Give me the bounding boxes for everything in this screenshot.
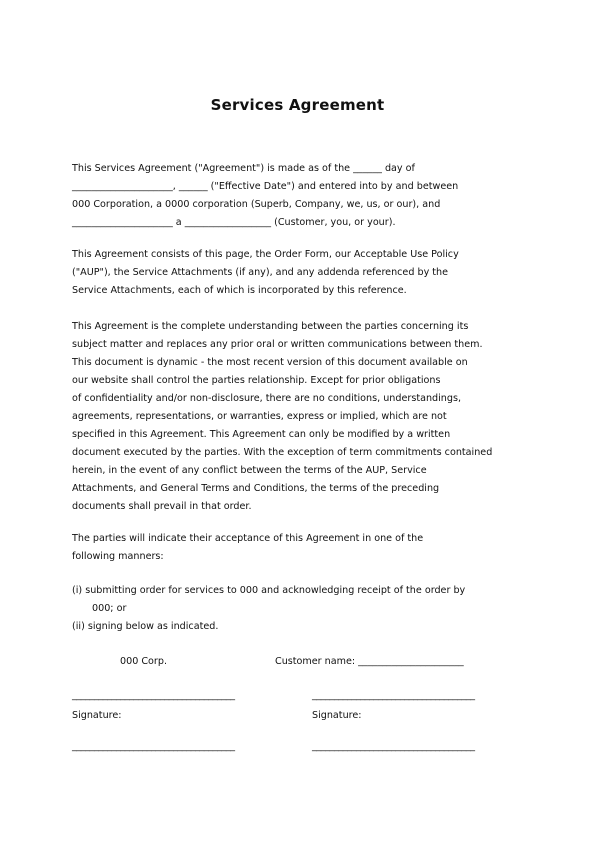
paragraph-line: This Services Agreement ("Agreement") is made as of the ______ day of	[72, 163, 415, 174]
intro-paragraph	[72, 160, 532, 232]
paragraph-line: _____________________, ______ ("Effective Date") and entered into by and between	[72, 181, 459, 192]
right-signature-label: Signature:	[312, 710, 362, 721]
paragraph-line: documents shall prevail in that order.	[72, 501, 252, 512]
left-signature-label: Signature:	[72, 710, 122, 721]
paragraph-line: herein, in the event of any conflict between the terms of the AUP, Service	[72, 465, 427, 476]
complete-understanding-paragraph	[72, 318, 532, 516]
paragraph-line: This Agreement consists of this page, the Order Form, our Acceptable Use Policy	[72, 249, 459, 260]
paragraph-line: following manners:	[72, 551, 164, 562]
paragraph-line: This Agreement is the complete understanding between the parties concerning its	[72, 321, 469, 332]
acceptance-paragraph	[72, 530, 532, 566]
paragraph-line: of confidentiality and/or non-disclosure, there are no conditions, understandings,	[72, 393, 462, 404]
paragraph-line: Service Attachments, each of which is incorporated by this reference.	[72, 285, 407, 296]
paragraph-line: subject matter and replaces any prior oral or written communications between them.	[72, 339, 483, 350]
acceptance-options-list	[72, 582, 532, 636]
document-title: Services Agreement	[210, 96, 385, 114]
paragraph-line: our website shall control the parties relationship. Except for prior obligations	[72, 375, 441, 386]
left-second-line: _____________________________________	[72, 741, 235, 752]
paragraph-line: agreements, representations, or warranties, express or implied, which are not	[72, 411, 447, 422]
consists-paragraph	[72, 246, 532, 300]
left-signature-line: _____________________________________	[72, 690, 235, 701]
list-item-i: (i) submitting order for services to 000 and acknowledging receipt of the order by	[72, 585, 466, 596]
right-signature-line: _____________________________________	[312, 690, 475, 701]
paragraph-line: _____________________ a __________________ (Customer, you, or your).	[72, 217, 396, 228]
paragraph-line: Attachments, and General Terms and Conditions, the terms of the preceding	[72, 483, 440, 494]
paragraph-line: specified in this Agreement. This Agreement can only be modified by a written	[72, 429, 451, 440]
paragraph-line: ("AUP"), the Service Attachments (if any), and any addenda referenced by the	[72, 267, 449, 278]
right-second-line: _____________________________________	[312, 741, 475, 752]
paragraph-line: 000 Corporation, a 0000 corporation (Superb, Company, we, us, or our), and	[72, 199, 441, 210]
list-item-i-continued: 000; or	[92, 603, 127, 614]
paragraph-line: document executed by the parties. With the exception of term commitments contained	[72, 447, 493, 458]
list-item-ii: (ii) signing below as indicated.	[72, 621, 219, 632]
paragraph-line: The parties will indicate their acceptance of this Agreement in one of the	[72, 533, 424, 544]
company-label: 000 Corp.	[120, 656, 168, 667]
customer-name-field: Customer name: ______________________	[275, 656, 464, 667]
paragraph-line: This document is dynamic - the most recent version of this document available on	[72, 357, 468, 368]
